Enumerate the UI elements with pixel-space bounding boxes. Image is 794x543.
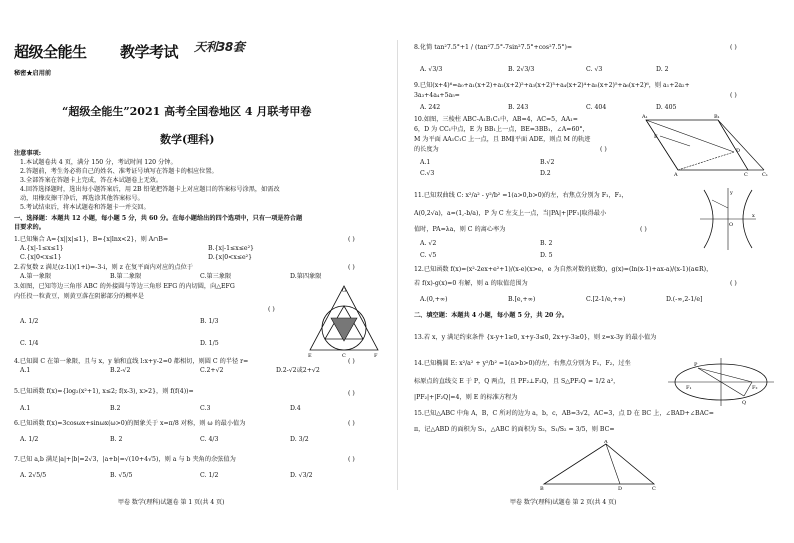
option: D. 2 [656, 66, 669, 73]
option: D. 405 [656, 104, 677, 111]
svg-text:B₁: B₁ [714, 114, 720, 120]
note-item: 1.本试题卷共 4 页，满分 150 分，考试时间 120 分钟。 [20, 159, 177, 166]
question-15-cont: π，记△ABD 的面积为 S₁，△ABC 的面积为 S₂，S₁/S₂ = 3/5，则 BC= [414, 426, 615, 433]
note-item: 3.全部答案在答题卡上完成，答在本试题卷上无效。 [20, 177, 163, 184]
note-item: 4.回答选择题时，选出每小题答案后，用 2B 铅笔把答题卡上对应题目的答案标号涂黑，如需改 [20, 186, 280, 193]
svg-text:A: A [674, 172, 678, 176]
question-3: 3.如图，已知等边三角形 ABC 的外接圆与等边三角形 EFG 的内切圆，向△EFG [14, 283, 235, 290]
option: C. √3 [586, 66, 603, 73]
subject-title: 数学(理科) [160, 133, 215, 146]
option: A.{x|-1≤x≤1} [20, 245, 64, 252]
question-7: 7.已知 a,b 满足|a|+|b|=2√3，|a+b|=√(10+4√5)，则 a 与 b 夹角的余弦值为 [14, 456, 236, 463]
answer-paren: ( ) [730, 92, 737, 99]
question-15: 15.已知△ABC 中角 A，B，C 所对的边为 a，b，c，AB=3√2，AC=3，点 D 在 BC 上，∠BAD+∠BAC= [414, 410, 714, 417]
option: A.第一象限 [20, 273, 52, 280]
brand-subtitle: 教学考试 [120, 43, 179, 61]
option: B.2-√2 [110, 367, 131, 374]
answer-paren: ( ) [600, 146, 607, 153]
ellipse-figure [668, 358, 774, 408]
brand-logo: 天利38套 [194, 40, 245, 54]
answer-paren: ( ) [348, 264, 355, 271]
option: B.[e,+∞) [508, 296, 536, 303]
option: C. 1/2 [200, 472, 219, 479]
triangle-circle-figure [308, 284, 380, 360]
option: B. 1/3 [200, 318, 219, 325]
option: D. √3/2 [290, 472, 313, 479]
question-8: 8.化简 tan²7.5°+1 / (tan²7.5°-7sin²7.5°+cos²7.5°)= [414, 44, 573, 51]
option: B. 2√3/3 [508, 66, 535, 73]
option: A.(0,+∞) [420, 296, 448, 303]
option: C.第三象限 [200, 273, 232, 280]
secret-label: 秘密★启用前 [14, 70, 52, 77]
svg-text:F: F [374, 353, 378, 359]
option: C.3 [200, 405, 211, 412]
option: C.[2-1/e,+∞) [586, 296, 626, 303]
option: D. 5 [540, 252, 553, 259]
option: A. 1/2 [20, 436, 39, 443]
question-12: 12.已知函数 f(x)=(x²-2ex+e²+1)/(x-e)(x>e，e 为自然对数的底数)，g(x)=(ln(x-1)+ax-a)/(x-1)(a∈R)， [414, 266, 713, 273]
svg-text:D: D [736, 148, 741, 154]
svg-text:G: G [342, 288, 346, 294]
svg-text:O: O [729, 222, 734, 228]
question-11: 11.已知双曲线 C: x²/a² - y²/b² =1(a>0,b>0)的左，右焦点分别为 F₁，F₂， [414, 192, 628, 199]
answer-paren: ( ) [348, 456, 355, 463]
svg-text:C: C [744, 172, 748, 176]
answer-paren: ( ) [348, 236, 355, 243]
option: C.{x|0<x≤1} [20, 254, 62, 261]
brand-name: 超级全能生 [14, 43, 87, 61]
triangle-abc-figure [540, 440, 660, 490]
svg-text:F₁: F₁ [686, 385, 692, 391]
option: A. √2 [420, 240, 437, 247]
question-9-cont: 3a₃+4a₄+5a₅= [414, 92, 460, 99]
question-14: 14.已知椭圆 E: x²/a² + y²/b² =1(a>b>0)的左，右焦点分别为 F₁，F₂，过坐 [414, 360, 631, 367]
question-9: 9.已知(x+4)⁶=a₀+a₁(x+2)+a₂(x+2)²+a₃(x+2)³+a₄(x+2)⁴+a₅(x+2)⁵+a₆(x+2)⁶，则 a₁+2a₂+ [414, 82, 690, 89]
svg-text:E: E [654, 134, 658, 140]
svg-text:C₁: C₁ [762, 172, 768, 176]
svg-text:E: E [308, 353, 312, 359]
question-12-cont: 若 f(x)-g(x)=0 有解，则 a 的取值范围为 [414, 280, 528, 287]
option: D. 1/5 [200, 340, 219, 347]
question-10-cont: 的长度为 [414, 146, 439, 153]
question-14-cont: 标原点的直线交 E 于 P，Q 两点，且 PF₂⊥F₂Q，且 S△PF₂Q = 1/2 a²， [414, 378, 620, 385]
option: D.{x|0<x≤e²} [208, 254, 253, 261]
option: A. 1/2 [20, 318, 39, 325]
option: B.√2 [540, 159, 555, 166]
question-13: 13.若 x，y 满足约束条件 {x-y+1≥0, x+y-3≤0, 2x+y-3≥0}，则 z=x-3y 的最小值为 [414, 334, 657, 341]
answer-paren: ( ) [640, 226, 647, 233]
svg-text:B: B [540, 486, 544, 490]
option: C.2+√2 [200, 367, 224, 374]
option: A. √3/3 [420, 66, 443, 73]
question-10: 10.如图，三棱柱 ABC-A₁B₁C₁中，AB=4，AC=5，AA₁= [414, 116, 578, 123]
question-6: 6.已知函数 f(x)=3cosωx+sinωx(ω>0)的图象关于 x=π/8 对称，则 ω 的最小值为 [14, 420, 246, 427]
question-3-cont: 内任投一粒黄豆，则黄豆落在阴影部分的概率是 [14, 293, 144, 300]
notes-header: 注意事项: [14, 150, 42, 157]
option: A. 2√5/5 [20, 472, 47, 479]
question-10-cont: M 为平面 AA₁C₁C 上一点，且 BM∥平面 ADE，则点 M 的轨迹 [414, 136, 591, 143]
svg-text:C: C [652, 486, 656, 490]
question-2: 2.若复数 z 满足(z-1i)(1+i)=-3-i，则 z 在复平面内对应的点位于 [14, 264, 193, 271]
option: B. 243 [508, 104, 529, 111]
hyperbola-figure [698, 186, 758, 252]
page-divider [397, 40, 398, 490]
option: A. 242 [420, 104, 441, 111]
answer-paren: ( ) [730, 44, 737, 51]
section-header: 二、填空题：本题共 4 小题，每小题 5 分，共 20 分。 [414, 312, 568, 319]
svg-text:Q: Q [742, 400, 747, 406]
option: D.(-∞,2-1/e] [666, 296, 703, 303]
svg-text:C: C [342, 353, 346, 359]
question-10-cont: 6，D 为 CC₁中点，E 为 BB₁上一点，BE=3BB₁，∠A=60°， [414, 126, 589, 133]
option: D.第四象限 [290, 273, 322, 280]
option: A.1 [420, 159, 431, 166]
page-footer: 甲卷 数学(理科)试题卷 第 2 页(共 4 页) [510, 499, 617, 506]
exam-title: “超级全能生”2021 高考全国卷地区 4 月联考甲卷 [62, 105, 312, 118]
option: B. 2 [110, 436, 123, 443]
question-1: 1.已知集合 A={x||x|≤1}，B={x|lnx<2}，则 A∩B= [14, 236, 169, 243]
prism-figure [640, 112, 780, 176]
option: C. 1/4 [20, 340, 39, 347]
note-item: 5.考试结束后，将本试题卷和答题卡一并交回。 [20, 204, 150, 211]
answer-paren: ( ) [730, 280, 737, 287]
answer-paren: ( ) [268, 306, 275, 313]
option: A.1 [20, 367, 31, 374]
question-4: 4.已知圆 C 在第一象限，且与 x，y 轴和直线 l:x+y-2=0 都相切，则圆 C 的半径 r= [14, 358, 249, 365]
question-5: 5.已知函数 f(x)={log₂(x²+1), x≤2; f(x-3), x>2}，则 f(f(4))= [14, 388, 194, 395]
option: D.2-√2或2+√2 [276, 367, 320, 374]
option: B.第二象限 [110, 273, 142, 280]
answer-paren: ( ) [348, 420, 355, 427]
option: C. √5 [420, 252, 437, 259]
note-item: 2.答题前，考生务必将自己的姓名、准考证号填写在答题卡的相应位置。 [20, 168, 218, 175]
question-11-cont: 值时，PA=λa，则 C 的离心率为 [414, 226, 506, 233]
option: B.{x|-1≤x≤e²} [208, 245, 254, 252]
option: B. 2 [540, 240, 553, 247]
page-footer: 甲卷 数学(理科)试题卷 第 1 页(共 4 页) [118, 499, 225, 506]
option: C.√3 [420, 170, 435, 177]
svg-text:A: A [604, 440, 608, 445]
question-14-cont: |PF₂|+|F₂Q|=4，则 E 的标准方程为 [414, 394, 518, 401]
question-11-cont: A(0,2√a)，a=(1,-b/a)，P 为 C 左支上一点，当|PA|+|PF₁|取得最小 [414, 210, 607, 217]
svg-text:D: D [618, 486, 623, 490]
option: C. 4/3 [200, 436, 219, 443]
section-header: 一、选择题：本题共 12 小题，每小题 5 分，共 60 分。在每小题给出的四个选项中，只有一项是符合题 [14, 215, 303, 222]
option: D.4 [290, 405, 301, 412]
option: C. 404 [586, 104, 607, 111]
svg-text:x: x [752, 213, 755, 219]
section-header-cont: 目要求的。 [14, 224, 45, 231]
option: B. √5/5 [110, 472, 133, 479]
option: D. 3/2 [290, 436, 309, 443]
right-page [400, 0, 794, 543]
svg-text:F₂: F₂ [752, 385, 758, 391]
svg-text:P: P [694, 362, 698, 368]
answer-paren: ( ) [348, 390, 355, 397]
option: D.2 [540, 170, 551, 177]
svg-text:y: y [730, 190, 733, 196]
answer-paren: ( ) [348, 358, 355, 365]
svg-text:A₁: A₁ [642, 114, 648, 120]
note-item: 动，用橡皮擦干净后，再选涂其他答案标号。 [20, 195, 144, 202]
option: A.1 [20, 405, 31, 412]
option: B.2 [110, 405, 121, 412]
